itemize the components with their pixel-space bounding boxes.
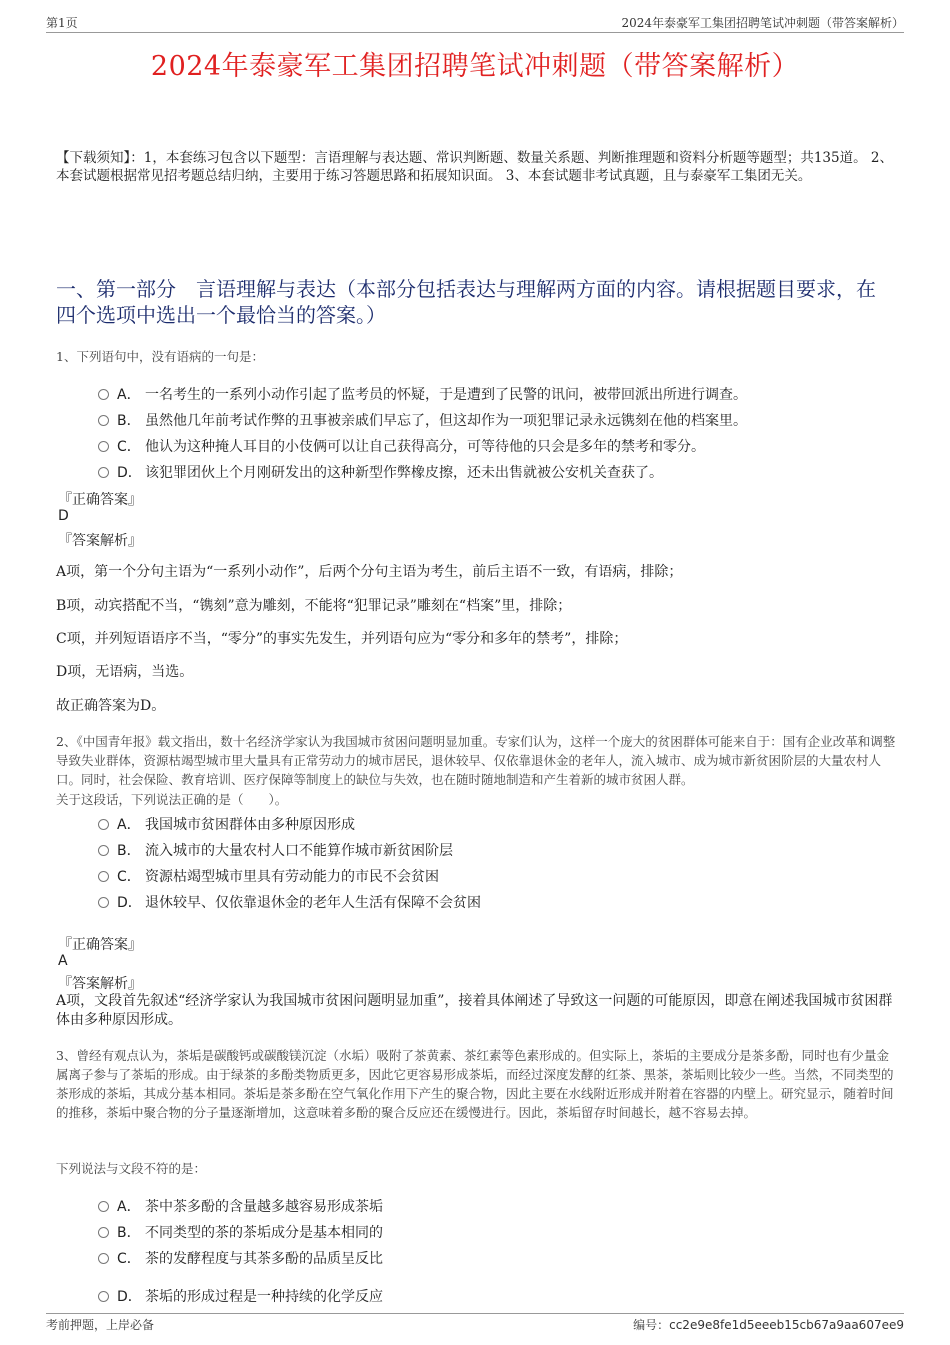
q1-analysis-line: A项，第一个分句主语为“一系列小动作”，后两个分句主语为考生，前后主语不一致，有语病，排除；	[56, 564, 683, 580]
q1-answer-label: 『正确答案』	[58, 492, 142, 508]
q1-analysis-line: 故正确答案为D。	[56, 698, 166, 714]
page-footer	[46, 1313, 904, 1334]
q3-option-c[interactable]: C． 茶的发酵程度与其茶多酚的品质呈反比	[98, 1248, 383, 1268]
q1-analysis-line: C项，并列短语语序不当，“零分”的事实先发生，并列语句应为“零分和多年的禁考”，排除；	[56, 631, 628, 647]
q1-analysis-label: 『答案解析』	[58, 533, 142, 549]
radio-icon[interactable]	[98, 845, 109, 856]
q2-option-d[interactable]: D． 退休较早、仅依靠退休金的老年人生活有保障不会贫困	[98, 892, 481, 912]
q3-option-a[interactable]: A． 茶中茶多酚的含量越多越容易形成茶垢	[98, 1196, 383, 1216]
radio-icon[interactable]	[98, 467, 109, 478]
radio-icon[interactable]	[98, 389, 109, 400]
radio-icon[interactable]	[98, 819, 109, 830]
q2-answer-label: 『正确答案』	[58, 937, 142, 953]
q2-analysis-label: 『答案解析』	[58, 976, 142, 992]
q1-option-c[interactable]: C． 他认为这种掩人耳目的小伎俩可以让自己获得高分，可等待他的只会是多年的禁考和零分。	[98, 436, 705, 456]
page-number: 第1页	[46, 16, 78, 30]
q1-analysis-line: D项，无语病，当选。	[56, 664, 194, 680]
question-3-stem: 3、曾经有观点认为，茶垢是碳酸钙或碳酸镁沉淀（水垢）吸附了茶黄素、茶红素等色素形成的。但实际上，茶垢的主要成分是茶多酚，同时也有少量金属离子参与了茶垢的形成。由于绿茶的多酚类物质更多，因此它更容易形成茶垢，而经过深度发酵的红茶、黑茶，茶垢则比较少一些。当然，不同类型的茶形成的茶垢，其成分基本相同。茶垢是茶多酚在空气氧化作用下产生的聚合物，因此主要在水线附近形成并附着在容器的内壁上。研究显示，随着时间的推移，茶垢中聚合物的分子量逐渐增加，这意味着多酚的聚合反应还在缓慢进行。因此，茶垢留存时间越长，越不容易去掉。	[56, 1048, 894, 1120]
radio-icon[interactable]	[98, 871, 109, 882]
radio-icon[interactable]	[98, 415, 109, 426]
q2-option-c[interactable]: C． 资源枯竭型城市里具有劳动能力的市民不会贫困	[98, 866, 439, 886]
page-title: 2024年泰豪军工集团招聘笔试冲刺题（带答案解析）	[150, 51, 800, 82]
radio-icon[interactable]	[98, 441, 109, 452]
header-doc-title: 2024年泰豪军工集团招聘笔试冲刺题（带答案解析）	[621, 16, 904, 30]
radio-icon[interactable]	[98, 1253, 109, 1264]
radio-icon[interactable]	[98, 1201, 109, 1212]
question-3-prompt: 下列说法与文段不符的是：	[56, 1161, 207, 1176]
q2-option-a[interactable]: A． 我国城市贫困群体由多种原因形成	[98, 814, 355, 834]
q1-option-b[interactable]: B． 虽然他几年前考试作弊的丑事被亲戚们早忘了，但这却作为一项犯罪记录永远镌刻在他的档案里。	[98, 410, 747, 430]
q1-analysis-line: B项，动宾搭配不当，“镌刻”意为雕刻，不能将“犯罪记录”雕刻在“档案”里，排除；	[56, 598, 572, 614]
page-header	[46, 14, 904, 33]
q3-option-b[interactable]: B． 不同类型的茶的茶垢成分是基本相同的	[98, 1222, 383, 1242]
q3-option-d[interactable]: D． 茶垢的形成过程是一种持续的化学反应	[98, 1286, 383, 1306]
question-2-stem: 2、《中国青年报》载文指出，数十名经济学家认为我国城市贫困问题明显加重。专家们认为，这样一个庞大的贫困群体可能来自于：国有企业改革和调整导致失业群体，资源枯竭型城市里大量具有正常劳动力的城市居民，退休较早、仅依靠退休金的老年人，流入城市、成为城市新贫困阶层的大量农村人口。同时，社会保险、教育培训、医疗保障等制度上的缺位与失效，也在随时随地制造和产生着新的城市贫困人群。	[56, 734, 896, 787]
q1-answer: D	[58, 508, 69, 524]
q1-option-d[interactable]: D． 该犯罪团伙上个月刚研发出的这种新型作弊橡皮擦，还未出售就被公安机关查获了。	[98, 462, 663, 482]
section-heading: 一、第一部分 言语理解与表达（本部分包括表达与理解两方面的内容。请根据题目要求，在四个选项中选出一个最恰当的答案。）	[56, 277, 876, 327]
q2-answer: A	[58, 953, 68, 969]
radio-icon[interactable]	[98, 1227, 109, 1238]
radio-icon[interactable]	[98, 897, 109, 908]
q2-analysis: A项，文段首先叙述“经济学家认为我国城市贫困问题明显加重”，接着具体阐述了导致这一问题的可能原因，即意在阐述我国城市贫困群体由多种原因形成。	[56, 993, 893, 1028]
download-notice: 【下载须知】：1，本套练习包含以下题型：言语理解与表达题、常识判断题、数量关系题、判断推理题和资料分析题等题型；共135道。 2、本套试题根据常见招考题总结归纳，主要用于练习答题思路和拓展知识面。 3、本套试题非考试真题，且与泰豪军工集团无关。	[56, 150, 893, 184]
q2-option-b[interactable]: B． 流入城市的大量农村人口不能算作城市新贫困阶层	[98, 840, 453, 860]
question-1-stem: 1、下列语句中，没有语病的一句是：	[56, 349, 264, 364]
q1-option-a[interactable]: A． 一名考生的一系列小动作引起了监考员的怀疑，于是遭到了民警的讯问，被带回派出所进行调查。	[98, 384, 747, 404]
footer-slogan: 考前押题，上岸必备	[46, 1318, 155, 1332]
footer-doc-id: 编号：cc2e9e8fe1d5eeeb15cb67a9aa607ee9	[633, 1318, 904, 1332]
radio-icon[interactable]	[98, 1291, 109, 1302]
question-2-prompt: 关于这段话，下列说法正确的是（ ）。	[56, 792, 288, 807]
